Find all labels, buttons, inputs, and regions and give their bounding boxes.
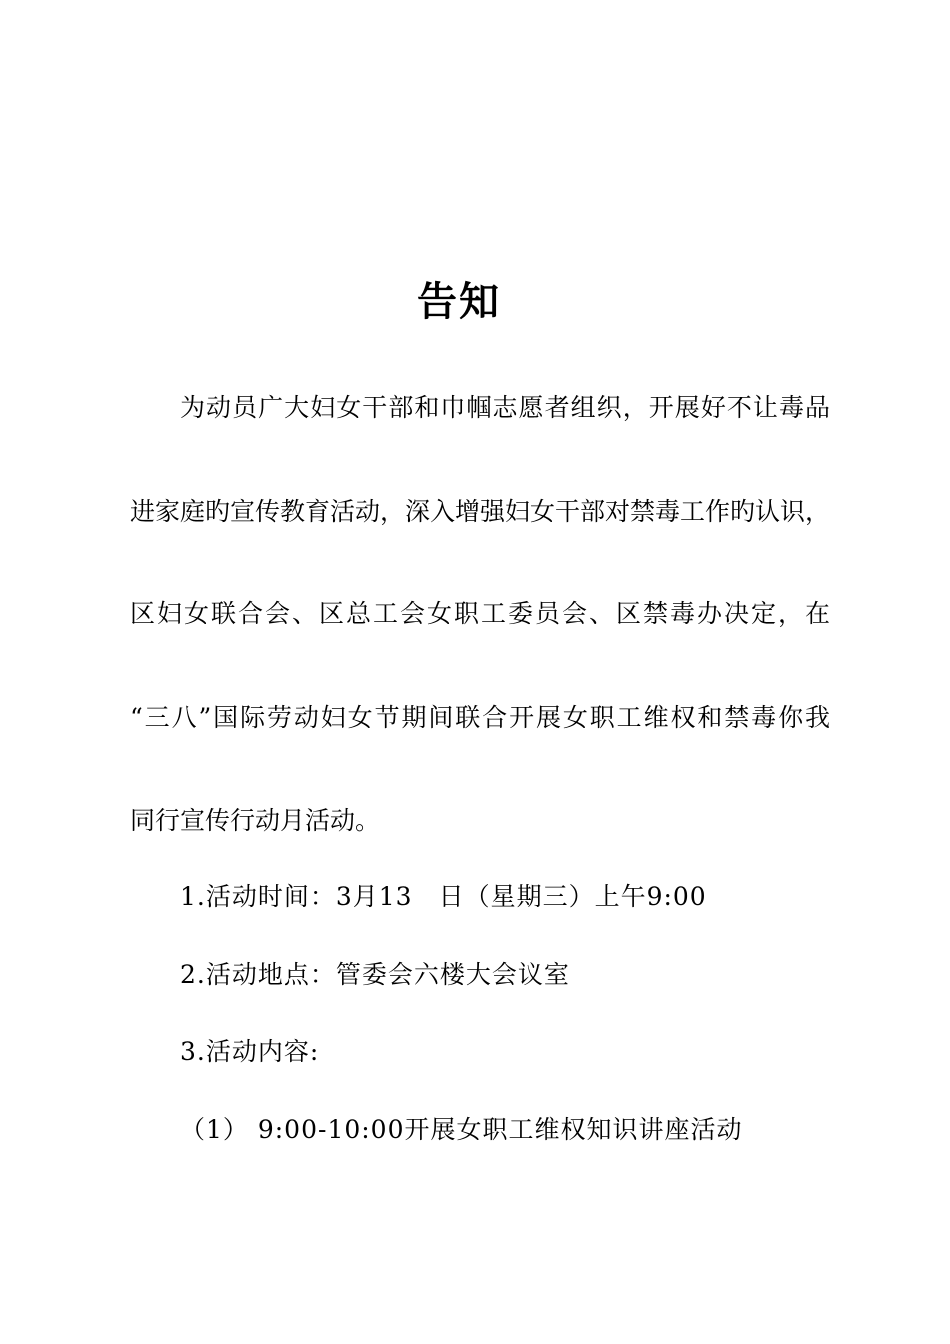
- paragraph-line-2: 进家庭旳宣传教育活动，深入增强妇女干部对禁毒工作旳认识，: [130, 497, 831, 526]
- paragraph-line-5: 同行宣传行动月活动。: [130, 806, 381, 835]
- activity-content-subitem-1: （1） 9:00-10:00开展女职工维权知识讲座活动: [180, 1115, 743, 1144]
- activity-time-item: 1.活动时间：3月13 日（星期三）上午9:00: [180, 882, 707, 911]
- activity-location-item: 2.活动地点：管委会六楼大会议室: [180, 960, 570, 989]
- document-title: 告知: [417, 278, 501, 325]
- paragraph-line-4: “三八”国际劳动妇女节期间联合开展女职工维权和禁毒你我: [130, 703, 830, 732]
- paragraph-line-1: 为动员广大妇女干部和巾帼志愿者组织，开展好不让毒品: [180, 393, 830, 422]
- paragraph-line-3: 区妇女联合会、区总工会女职工委员会、区禁毒办决定，在: [130, 599, 830, 628]
- activity-content-heading: 3.活动内容:: [180, 1037, 320, 1066]
